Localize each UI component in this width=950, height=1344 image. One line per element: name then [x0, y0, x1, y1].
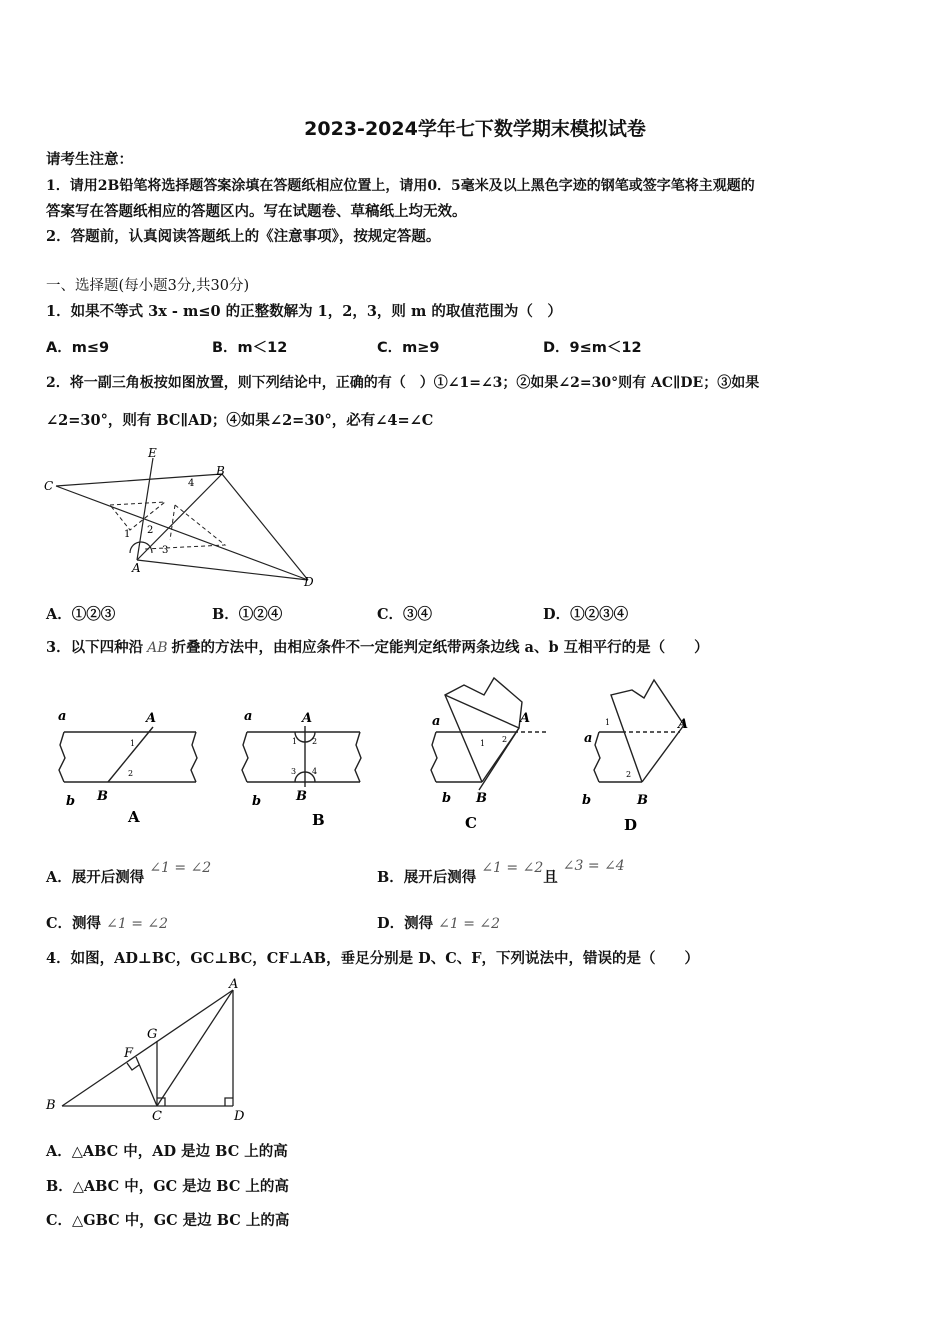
q2-label-c: C [44, 479, 54, 493]
q3-figc-angle-1: 1 [480, 739, 486, 748]
q3-stem-prefix: 3．以下四种沿 [46, 639, 144, 656]
q3-figd-label-b-line: b [582, 793, 592, 808]
q2-label-e: E [148, 446, 157, 460]
q4-option-c: C．△GBC 中，GC 是边 BC 上的高 [46, 1212, 290, 1229]
q3-option-a-text: A．展开后测得 [46, 869, 145, 886]
q3-option-b [377, 858, 625, 888]
section-heading: 一、选择题(每小题3分,共30分) [46, 278, 250, 294]
q4-label-d: D [234, 1109, 245, 1124]
notice-line2: 答案写在答题纸相应的答题区内。写在试题卷、草稿纸上均无效。 [46, 203, 467, 220]
q3-caption-b: B [312, 811, 325, 829]
q3-caption-c: C [465, 814, 477, 832]
q3-figd-label-A: A [678, 717, 689, 732]
q3-figa-label-A: A [146, 711, 157, 726]
q1-option-d: D．9≤m＜12 [543, 340, 642, 356]
q3-option-d-math: ∠1 = ∠2 [438, 916, 501, 932]
q3-option-b-math2: ∠3 = ∠4 [562, 858, 625, 874]
q4-label-c: C [152, 1109, 162, 1124]
q2-label-d: D [304, 575, 314, 589]
q3-option-d [377, 914, 500, 934]
q3-figa-label-B: B [97, 789, 108, 804]
q3-figb-label-A: A [302, 711, 313, 726]
q2-label-4: 4 [188, 478, 195, 489]
q3-figa-angle-2: 2 [128, 769, 134, 778]
q3-option-a-math: ∠1 = ∠2 [149, 860, 212, 876]
q3-stem-suffix: 折叠的方法中，由相应条件不一定能判定纸带两条边线 a、b 互相平行的是（ ） [171, 639, 709, 656]
q3-stem-math: AB [147, 640, 168, 656]
q2-figure [40, 445, 330, 590]
q3-figd-label-B: B [637, 793, 648, 808]
q3-figb-label-a-line: a [244, 709, 253, 724]
q2-option-a: A．①②③ [46, 606, 116, 623]
q3-option-d-text: D．测得 [377, 915, 434, 932]
q3-figb-label-b-line: b [252, 794, 262, 809]
q2-label-3: 3 [162, 545, 169, 556]
q3-option-c-text: C．测得 [46, 915, 102, 932]
q3-figd-angle-2: 2 [626, 770, 632, 779]
q3-figb-angle-2: 2 [312, 737, 318, 746]
q4-label-g: G [147, 1027, 158, 1042]
notice-line1: 1．请用2B铅笔将选择题答案涂填在答题纸相应位置上，请用0．5毫米及以上黑色字迹的钢笔或签字笔将主观题的 [46, 178, 755, 194]
notice-heading: 请考生注意： [46, 151, 133, 168]
q3-figa-angle-1: 1 [130, 739, 136, 748]
q4-stem: 4．如图，AD⊥BC，GC⊥BC，CF⊥AB，垂足分别是 D、C、F，下列说法中，错误的是（ ） [46, 950, 700, 967]
q3-figc-angle-2: 2 [502, 735, 508, 744]
q3-figa-label-b-line: b [66, 794, 76, 809]
page-title: 2023-2024学年七下数学期末模拟试卷 [304, 118, 646, 140]
q2-option-b: B．①②④ [212, 606, 283, 623]
q3-option-b-mid: 且 [543, 869, 558, 886]
q3-figa-label-a-line: a [58, 709, 67, 724]
q3-figc-label-A: A [520, 711, 531, 726]
q3-figb-angle-4: 4 [312, 767, 318, 776]
q1-stem: 1．如果不等式 3x - m≤0 的正整数解为 1，2，3，则 m 的取值范围为（ ） [46, 303, 562, 320]
notice-line3: 2．答题前，认真阅读答题纸上的《注意事项》，按规定答题。 [46, 228, 441, 245]
q3-figb-angle-1: 1 [292, 737, 298, 746]
q3-option-b-text: B．展开后测得 [377, 869, 477, 886]
q3-figb-angle-3: 3 [291, 767, 297, 776]
q3-option-c-math: ∠1 = ∠2 [106, 916, 169, 932]
q3-figb-label-B: B [296, 789, 307, 804]
q3-option-b-math1: ∠1 = ∠2 [481, 860, 544, 876]
q3-figc-label-b-line: b [442, 791, 452, 806]
q4-option-b: B．△ABC 中，GC 是边 BC 上的高 [46, 1178, 289, 1195]
q4-option-a: A．△ABC 中，AD 是边 BC 上的高 [46, 1143, 288, 1160]
q3-caption-d: D [624, 816, 638, 834]
q4-figure [40, 975, 270, 1125]
q2-option-d: D．①②③④ [543, 606, 629, 623]
q3-option-c [46, 914, 168, 934]
q1-option-a: A．m≤9 [46, 340, 110, 356]
q2-label-2: 2 [147, 525, 154, 536]
q2-option-c: C．③④ [377, 606, 433, 623]
q4-label-b: B [46, 1098, 56, 1113]
q3-figc-label-B: B [476, 791, 487, 806]
q2-stem-line2: ∠2=30°，则有 BC∥AD；④如果∠2=30°，必有∠4=∠C [46, 412, 434, 429]
q2-stem-line1: 2．将一副三角板按如图放置，则下列结论中，正确的有（ ）①∠1=∠3；②如果∠2=30°则有 AC∥DE；③如果 [46, 375, 760, 391]
q3-figd-angle-1: 1 [605, 718, 611, 727]
q3-caption-a: A [128, 808, 140, 826]
q3-option-a [46, 860, 212, 888]
q4-label-f: F [124, 1046, 134, 1061]
q1-option-b: B．m＜12 [212, 340, 288, 356]
q3-figc-label-a-line: a [432, 714, 441, 729]
q2-label-1: 1 [124, 529, 131, 540]
q2-label-a: A [132, 561, 141, 575]
q4-label-a: A [229, 977, 239, 992]
q3-figd-label-a-line: a [584, 731, 593, 746]
q3-stem [46, 638, 709, 658]
q3-figures [44, 670, 724, 840]
q2-label-b: B [216, 464, 225, 478]
q1-option-c: C．m≥9 [377, 340, 440, 356]
